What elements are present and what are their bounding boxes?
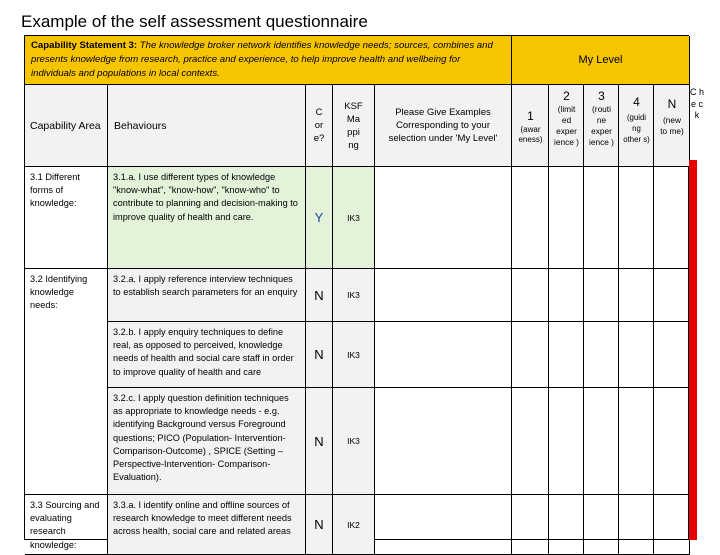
core-value: Y (306, 167, 333, 269)
behaviour-cell: 3.2.b. I apply enquiry techniques to define real, as opposed to perceived, knowledge needs of health and social care staff in order to improve quality of health and care (108, 322, 306, 388)
check-column-header: C h e c k (690, 87, 705, 121)
level-header-2 (549, 85, 584, 167)
examples-input[interactable] (375, 495, 512, 555)
level-num: 1 (527, 109, 534, 123)
level-3-select[interactable] (584, 388, 619, 495)
ksf-value: IK3 (333, 322, 375, 388)
level-4-select[interactable] (619, 269, 654, 322)
level-3-select[interactable] (584, 495, 619, 555)
level-header-4 (619, 85, 654, 167)
level-new-select[interactable] (654, 167, 690, 269)
ksf-value: IK3 (333, 388, 375, 495)
level-header-1 (512, 85, 549, 167)
capability-area-cell: 3.2 Identifying knowledge needs: (25, 269, 108, 495)
level-num: N (667, 97, 677, 111)
examples-input[interactable] (375, 269, 512, 322)
level-new-select[interactable] (654, 495, 690, 555)
check-indicator-bar (689, 160, 697, 540)
level-desc: (routi ne exper ience ) (589, 104, 614, 147)
level-1-select[interactable] (512, 167, 549, 269)
level-3-select[interactable] (584, 322, 619, 388)
header-behaviours: Behaviours (108, 85, 306, 167)
level-1-select[interactable] (512, 388, 549, 495)
level-header-new (654, 85, 690, 167)
level-4-select[interactable] (619, 322, 654, 388)
examples-input[interactable] (375, 167, 512, 269)
capability-area-cell: 3.1 Different forms of knowledge: (25, 167, 108, 269)
header-ksf: KSF Ma ppi ng (333, 85, 375, 167)
behaviour-cell: 3.2.a. I apply reference interview techniques to establish search parameters for an enquiry (108, 269, 306, 322)
examples-input[interactable] (375, 322, 512, 388)
capability-statement (25, 36, 512, 85)
level-num: 4 (633, 95, 640, 109)
core-value: N (306, 495, 333, 555)
level-2-select[interactable] (549, 269, 584, 322)
level-4-select[interactable] (619, 388, 654, 495)
behaviour-cell: 3.3.a. I identify online and offline sources of research knowledge to meet different needs across health, social care and related areas (108, 495, 306, 555)
level-header-3 (584, 85, 619, 167)
level-2-select[interactable] (549, 322, 584, 388)
level-3-select[interactable] (584, 269, 619, 322)
ksf-value: IK3 (333, 269, 375, 322)
level-desc: (limit ed exper ience ) (554, 104, 579, 147)
core-value: N (306, 322, 333, 388)
ksf-value: IK3 (333, 167, 375, 269)
level-2-select[interactable] (549, 167, 584, 269)
core-value: N (306, 388, 333, 495)
ksf-value: IK2 (333, 495, 375, 555)
capability-statement-label: Capability Statement 3: (31, 40, 138, 51)
level-num: 2 (563, 89, 570, 103)
self-assessment-table (24, 35, 689, 550)
level-desc: (new to me) (660, 115, 684, 136)
level-1-select[interactable] (512, 495, 549, 555)
level-3-select[interactable] (584, 167, 619, 269)
capability-area-cell: 3.3 Sourcing and evaluating research knowledge: (25, 495, 108, 555)
behaviour-cell: 3.1.a. I use different types of knowledge "know-what", "know-how", "know-who" to contribute to planning and decision-making to improve quality of health and care. (108, 167, 306, 269)
examples-input[interactable] (375, 388, 512, 495)
level-new-select[interactable] (654, 322, 690, 388)
level-2-select[interactable] (549, 495, 584, 555)
level-2-select[interactable] (549, 388, 584, 495)
level-4-select[interactable] (619, 495, 654, 555)
my-level-header: My Level (512, 36, 690, 85)
behaviour-cell: 3.2.c. I apply question definition techniques as appropriate to knowledge needs - e.g. identifying Background versus Foreground questions; PICO (Population- Intervention-Comparison-Outcome) , SPICE (Setting – Perspective-Intervention- Comparison- Evaluation). (108, 388, 306, 495)
level-1-select[interactable] (512, 322, 549, 388)
level-num: 3 (598, 89, 605, 103)
capability-statement-text: The knowledge broker network identifies knowledge needs; sources, combines and presents knowledge from research, practice and experience, to help improve health and wellbeing for individuals and populations in local contexts. (31, 40, 493, 79)
level-new-select[interactable] (654, 388, 690, 495)
page-title: Example of the self assessment questionnaire (21, 12, 368, 31)
header-core: C or e? (306, 85, 333, 167)
level-desc: (awar eness) (518, 125, 543, 144)
core-value: N (306, 269, 333, 322)
level-desc: (guidi ng other s) (623, 113, 650, 144)
level-new-select[interactable] (654, 269, 690, 322)
header-capability-area: Capability Area (25, 85, 108, 167)
level-1-select[interactable] (512, 269, 549, 322)
level-4-select[interactable] (619, 167, 654, 269)
header-examples: Please Give Examples Corresponding to your selection under 'My Level' (375, 85, 512, 167)
